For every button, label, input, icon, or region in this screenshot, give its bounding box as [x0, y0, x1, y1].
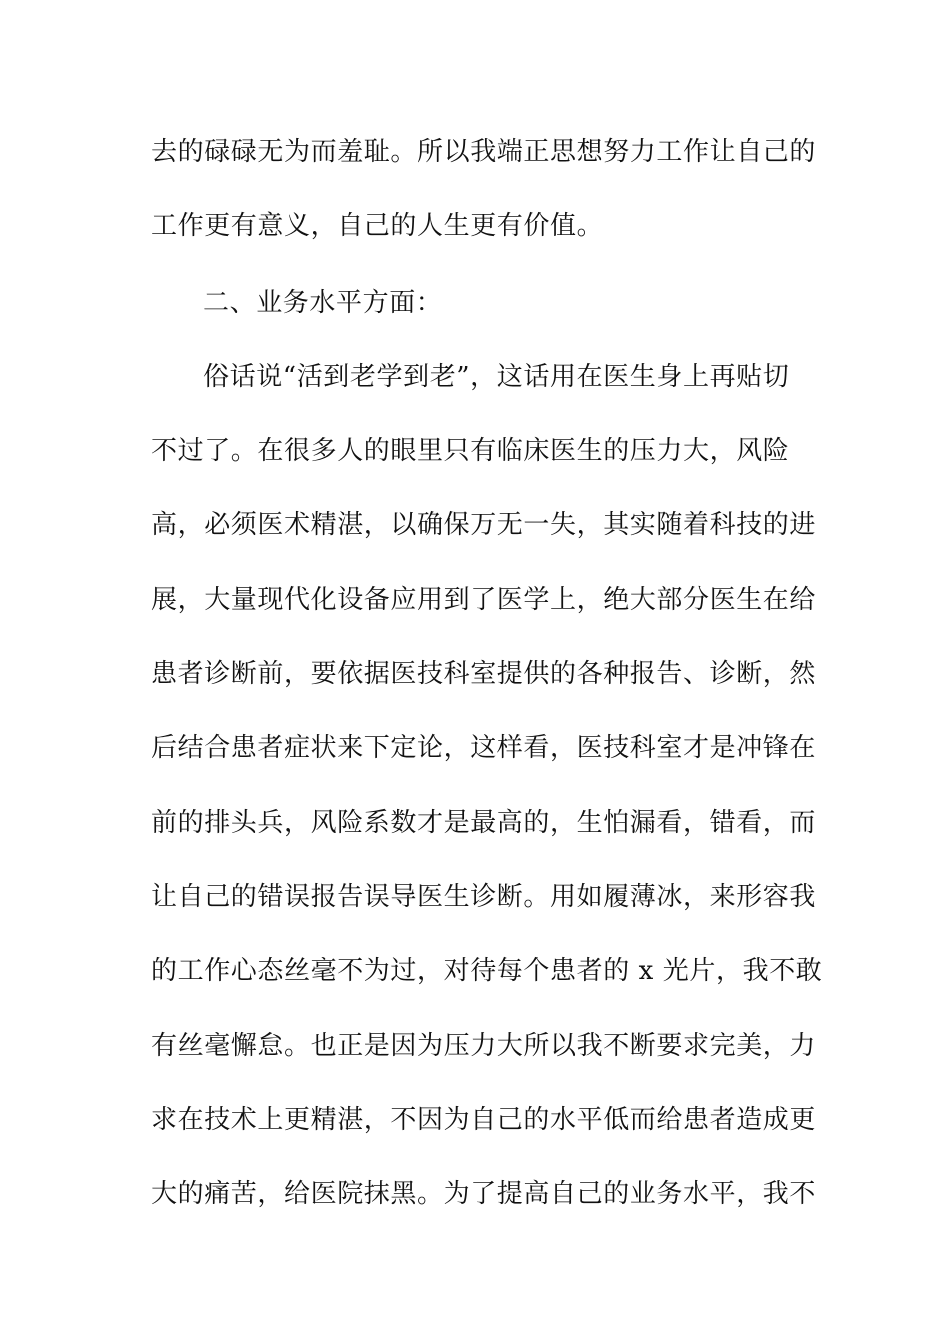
text-line: 大的痛苦，给医院抹黑。为了提高自己的业务水平，我不 [151, 1179, 817, 1209]
paragraph-first-line: 俗话说“活到老学到老”，这话用在医生身上再贴切 [203, 362, 790, 392]
text-line: 后结合患者症状来下定论，这样看，医技科室才是冲锋在 [151, 733, 817, 763]
text-line: 高，必须医术精湛，以确保万无一失，其实随着科技的进 [151, 510, 817, 540]
text-line: 不过了。在很多人的眼里只有临床医生的压力大，风险 [151, 436, 790, 466]
text-line: 展，大量现代化设备应用到了医学上，绝大部分医生在给 [151, 585, 817, 615]
text-line: 前的排头兵，风险系数才是最高的，生怕漏看，错看，而 [151, 808, 817, 838]
text-line: 的工作心态丝毫不为过，对待每个患者的 x 光片，我不敢 [151, 956, 823, 986]
text-line: 有丝毫懈怠。也正是因为压力大所以我不断要求完美，力 [151, 1031, 817, 1061]
text-line: 去的碌碌无为而羞耻。所以我端正思想努力工作让自己的 [151, 137, 817, 167]
text-line: 工作更有意义，自己的人生更有价值。 [151, 211, 604, 241]
section-heading: 二、业务水平方面： [203, 288, 443, 318]
text-line: 求在技术上更精湛，不因为自己的水平低而给患者造成更 [151, 1105, 817, 1135]
text-line: 患者诊断前，要依据医技科室提供的各种报告、诊断，然 [151, 659, 817, 689]
text-line: 让自己的错误报告误导医生诊断。用如履薄冰，来形容我 [151, 882, 817, 912]
